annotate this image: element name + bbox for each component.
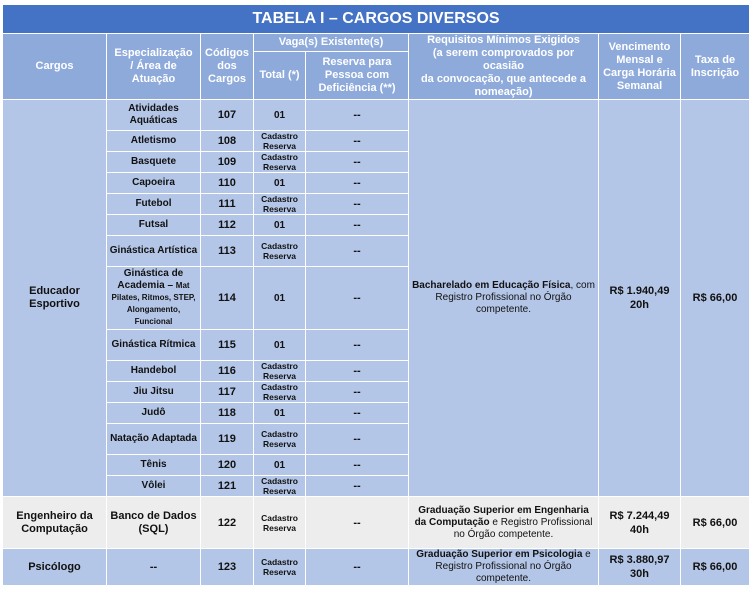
code-cell: 119: [201, 424, 254, 455]
taxa-engenheiro: R$ 66,00: [681, 497, 750, 549]
code-cell: 108: [201, 131, 254, 152]
total-cell: Cadastro Reserva: [254, 131, 306, 152]
table-row: [3, 497, 750, 549]
header-vencimento: Vencimento Mensal e Carga Horária Semanal: [599, 34, 681, 100]
code-cell: 113: [201, 236, 254, 267]
total-cell: Cadastro Reserva: [254, 361, 306, 382]
code-cell: 107: [201, 100, 254, 131]
header-vagas: Vaga(s) Existente(s): [254, 34, 409, 52]
venc-engenheiro: R$ 7.244,49 40h: [599, 497, 681, 549]
header-total: Total (*): [254, 52, 306, 100]
total-cell: 01: [254, 267, 306, 330]
total-cell: Cadastro Reserva: [254, 194, 306, 215]
code-cell: 121: [201, 476, 254, 497]
reserva-cell: --: [306, 476, 409, 497]
reserva-cell: --: [306, 194, 409, 215]
reserva-cell: --: [306, 455, 409, 476]
spec-cell: Tênis: [107, 455, 201, 476]
spec-cell: Vôlei: [107, 476, 201, 497]
req-engenheiro: Graduação Superior em Engenharia da Computação e Registro Profissional no Órgão competente.: [409, 497, 599, 549]
reserva-psicologo: --: [306, 549, 409, 586]
spec-cell: Futsal: [107, 215, 201, 236]
code-cell: 109: [201, 152, 254, 173]
reserva-cell: --: [306, 424, 409, 455]
code-cell: 120: [201, 455, 254, 476]
total-cell: Cadastro Reserva: [254, 236, 306, 267]
reserva-cell: --: [306, 215, 409, 236]
spec-cell: Ginástica Artística: [107, 236, 201, 267]
spec-cell: Ginástica de Academia – Mat Pilates, Ritmos, STEP, Alongamento, Funcional: [107, 267, 201, 330]
taxa-educador: R$ 66,00: [681, 100, 750, 497]
spec-psicologo: --: [107, 549, 201, 586]
reserva-cell: --: [306, 267, 409, 330]
reserva-engenheiro: --: [306, 497, 409, 549]
header-requisitos: Requisitos Mínimos Exigidos (a serem comprovados por ocasião da convocação, que antecede a nomeação): [409, 34, 599, 100]
reserva-cell: --: [306, 100, 409, 131]
total-psicologo: Cadastro Reserva: [254, 549, 306, 586]
reserva-cell: --: [306, 403, 409, 424]
header-taxa: Taxa de Inscrição: [681, 34, 750, 100]
total-cell: 01: [254, 215, 306, 236]
req-psicologo: Graduação Superior em Psicologia e Registro Profissional no Órgão competente.: [409, 549, 599, 586]
spec-engenheiro: Banco de Dados (SQL): [107, 497, 201, 549]
table-title: TABELA I – CARGOS DIVERSOS: [3, 5, 750, 34]
total-cell: Cadastro Reserva: [254, 424, 306, 455]
taxa-psicologo: R$ 66,00: [681, 549, 750, 586]
cargos-table: [2, 4, 750, 586]
total-cell: 01: [254, 173, 306, 194]
total-cell: Cadastro Reserva: [254, 382, 306, 403]
code-cell: 115: [201, 330, 254, 361]
code-cell: 117: [201, 382, 254, 403]
total-cell: 01: [254, 100, 306, 131]
spec-cell: Capoeira: [107, 173, 201, 194]
reserva-cell: --: [306, 330, 409, 361]
reserva-cell: --: [306, 152, 409, 173]
total-engenheiro: Cadastro Reserva: [254, 497, 306, 549]
total-cell: Cadastro Reserva: [254, 152, 306, 173]
code-engenheiro: 122: [201, 497, 254, 549]
venc-psicologo: R$ 3.880,97 30h: [599, 549, 681, 586]
req-educador: Bacharelado em Educação Física, com Registro Profissional no Órgão competente.: [409, 100, 599, 497]
table-row: [3, 549, 750, 586]
educador-rows: [3, 100, 750, 497]
reserva-cell: --: [306, 173, 409, 194]
total-cell: 01: [254, 455, 306, 476]
spec-cell: Atividades Aquáticas: [107, 100, 201, 131]
cargo-educador: Educador Esportivo: [3, 100, 107, 497]
header-codigos: Códigos dos Cargos: [201, 34, 254, 100]
header-reserva: Reserva para Pessoa com Deficiência (**): [306, 52, 409, 100]
code-cell: 111: [201, 194, 254, 215]
code-cell: 112: [201, 215, 254, 236]
code-cell: 110: [201, 173, 254, 194]
spec-cell: Jiu Jitsu: [107, 382, 201, 403]
cargo-psicologo: Psicólogo: [3, 549, 107, 586]
spec-cell: Ginástica Rítmica: [107, 330, 201, 361]
reserva-cell: --: [306, 131, 409, 152]
header-especializacao: Especialização / Área de Atuação: [107, 34, 201, 100]
spec-detail: Mat Pilates, Ritmos, STEP, Alongamento, Funcional: [111, 281, 196, 326]
code-cell: 116: [201, 361, 254, 382]
header-cargos: Cargos: [3, 34, 107, 100]
venc-educador: R$ 1.940,49 20h: [599, 100, 681, 497]
total-cell: 01: [254, 330, 306, 361]
spec-cell: Basquete: [107, 152, 201, 173]
table-row: [3, 100, 750, 131]
code-cell: 114: [201, 267, 254, 330]
spec-cell: Judô: [107, 403, 201, 424]
code-psicologo: 123: [201, 549, 254, 586]
total-cell: 01: [254, 403, 306, 424]
spec-cell: Futebol: [107, 194, 201, 215]
total-cell: Cadastro Reserva: [254, 476, 306, 497]
reserva-cell: --: [306, 382, 409, 403]
spec-cell: Handebol: [107, 361, 201, 382]
spec-cell: Natação Adaptada: [107, 424, 201, 455]
reserva-cell: --: [306, 236, 409, 267]
cargo-engenheiro: Engenheiro da Computação: [3, 497, 107, 549]
code-cell: 118: [201, 403, 254, 424]
spec-cell: Atletismo: [107, 131, 201, 152]
reserva-cell: --: [306, 361, 409, 382]
